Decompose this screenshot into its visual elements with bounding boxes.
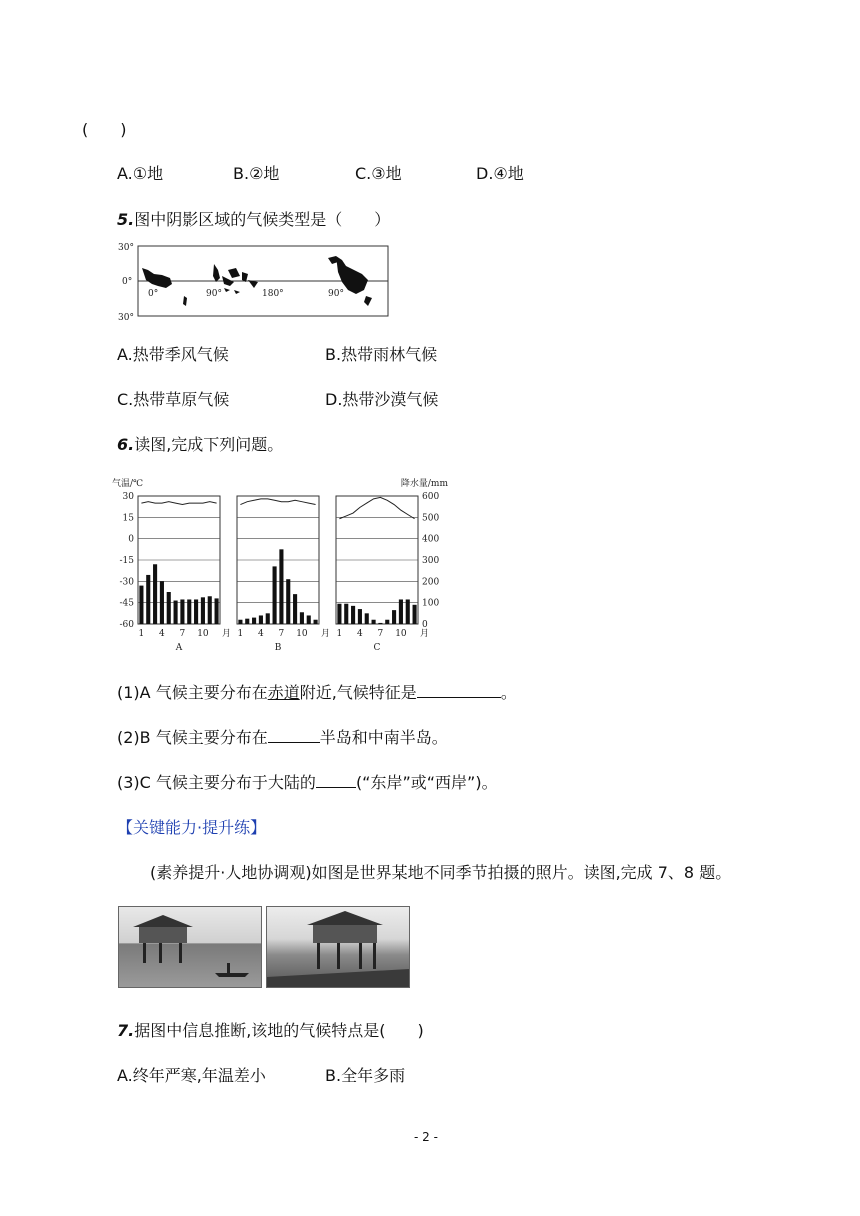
temp-tick-label: -15: [119, 556, 134, 566]
precip-bar: [194, 599, 198, 624]
precip-bar: [153, 564, 157, 624]
q6-sub2-text-b: 半岛和中南半岛。: [319, 728, 448, 747]
temp-tick-label: 15: [122, 513, 134, 524]
q5-number: 5.: [117, 210, 135, 229]
precip-tick-label: 400: [422, 534, 440, 545]
lat-0-label: 0°: [122, 277, 133, 287]
precip-bar: [399, 599, 403, 624]
lon-90e-label: 90°: [206, 289, 222, 299]
precip-axis-label: 降水量/mm: [400, 479, 448, 489]
stilt-house-flooded-illustration: [119, 907, 261, 987]
panel-name-label: B: [274, 643, 282, 653]
month-tick-label: 10: [395, 629, 407, 639]
month-unit-label: 月: [222, 629, 232, 639]
month-unit-label: 月: [420, 629, 430, 639]
month-unit-label: 月: [321, 629, 331, 639]
lon-180-label: 180°: [262, 289, 284, 299]
lon-90w-label: 90°: [328, 289, 344, 299]
precip-bar: [215, 598, 219, 624]
shaded-region-borneo: [228, 268, 240, 278]
precip-bar: [238, 620, 242, 624]
precip-bar: [259, 615, 263, 624]
month-tick-label: 10: [296, 629, 308, 639]
precip-bar: [413, 605, 417, 624]
precip-bar: [378, 623, 382, 624]
shaded-region-brazil-coast: [364, 296, 372, 306]
precip-bar: [372, 620, 376, 624]
precip-bar: [252, 618, 256, 624]
panel-name-label: A: [175, 643, 183, 653]
precip-tick-label: 500: [422, 513, 440, 524]
precip-bar: [174, 601, 178, 624]
temp-tick-label: 30: [122, 492, 134, 502]
lat-30s-label: 30°: [118, 313, 134, 322]
q6-sub1-text-c: 。: [500, 683, 517, 702]
precip-bar: [187, 599, 191, 624]
temp-tick-label: -60: [119, 620, 134, 630]
precip-bar: [245, 619, 249, 624]
q6-sub2-blank[interactable]: [268, 728, 320, 743]
q6-sub3-text-a: (3)C 气候主要分布于大陆的: [117, 773, 316, 792]
precip-bar: [351, 606, 355, 624]
page-number: - 2 -: [414, 1130, 438, 1144]
precip-bar: [279, 549, 283, 624]
precip-bar: [180, 599, 184, 624]
q6-sub3-text-b: (“东岸”或“西岸”)。: [355, 773, 498, 792]
lon-0-label: 0°: [148, 289, 159, 299]
q5-option-d[interactable]: D.热带沙漠气候: [325, 390, 439, 409]
temp-line: [339, 497, 414, 518]
month-tick-label: 1: [138, 629, 145, 639]
precip-bar: [139, 586, 143, 624]
q6-stem: [117, 432, 283, 455]
q5-option-b[interactable]: B.热带雨林气候: [325, 345, 438, 364]
q6-sub1-text-a: (1)A 气候主要分布在: [117, 683, 268, 702]
q5-stem: [117, 207, 390, 230]
q6-sub2-text-a: (2)B 气候主要分布在: [117, 728, 268, 747]
precip-bar: [167, 592, 171, 624]
precip-bar: [337, 604, 341, 624]
q6-stem-text: 读图,完成下列问题。: [134, 435, 284, 454]
q6-sub3-blank[interactable]: [316, 773, 356, 788]
q5-option-c[interactable]: C.热带草原气候: [117, 390, 230, 409]
q4-option-d[interactable]: D.④地: [476, 164, 524, 183]
precip-bar: [392, 610, 396, 624]
q5-world-map: [116, 240, 396, 322]
precip-bar: [406, 599, 410, 624]
precip-tick-label: 0: [422, 620, 428, 630]
precip-bar: [344, 604, 348, 624]
temp-tick-label: 0: [128, 534, 134, 545]
month-tick-label: 4: [357, 629, 363, 639]
precip-bar: [385, 620, 389, 624]
precip-bar: [365, 613, 369, 624]
q6-number: 6.: [117, 435, 135, 454]
climate-charts: [112, 472, 448, 654]
q5-option-a[interactable]: A.热带季风气候: [117, 345, 229, 364]
month-tick-label: 1: [336, 629, 343, 639]
month-tick-label: 1: [237, 629, 244, 639]
temp-line: [240, 499, 315, 505]
precip-bar: [160, 581, 164, 624]
q5-stem-text: 图中阴影区域的气候类型是（ ）: [134, 210, 391, 229]
q6-sub3: [117, 770, 498, 793]
shaded-region-africa: [142, 268, 172, 288]
section-title: 【关键能力·提升练】: [117, 818, 267, 837]
q4-option-b[interactable]: B.②地: [233, 164, 280, 183]
month-tick-label: 7: [377, 629, 384, 639]
photo-dry-season: [266, 906, 410, 988]
precip-tick-label: 300: [422, 556, 440, 566]
q6-sub1: [117, 680, 517, 703]
stilt-house-dry-illustration: [267, 907, 409, 987]
precip-bar: [201, 597, 205, 624]
q7-stem: [117, 1018, 424, 1041]
month-tick-label: 7: [278, 629, 285, 639]
precip-bar: [273, 566, 277, 624]
precip-bar: [208, 596, 212, 624]
q7-number: 7.: [117, 1021, 135, 1040]
temp-tick-label: -30: [119, 577, 134, 588]
month-tick-label: 4: [258, 629, 264, 639]
lat-30n-label: 30°: [118, 243, 134, 253]
precip-bar: [307, 615, 311, 624]
precip-bar: [146, 575, 150, 624]
q6-sub1-blank[interactable]: [417, 683, 501, 698]
q7-stem-text: 据图中信息推断,该地的气候特点是( ): [134, 1021, 424, 1040]
temp-line: [141, 502, 216, 505]
photo-wet-season: [118, 906, 262, 988]
panel-name-label: C: [373, 643, 381, 653]
intro-text: (素养提升·人地协调观)如图是世界某地不同季节拍摄的照片。读图,完成 7、8 题。: [150, 863, 732, 882]
precip-bar: [286, 579, 290, 624]
precip-bar: [358, 609, 362, 624]
precip-bar: [266, 613, 270, 624]
shaded-region-indochina: [213, 264, 220, 282]
month-tick-label: 10: [197, 629, 209, 639]
temp-tick-label: -45: [119, 598, 134, 609]
precip-bar: [300, 612, 304, 624]
precip-bar: [314, 620, 318, 624]
q6-sub1-underlined: 赤道: [267, 683, 300, 702]
precip-bar: [293, 594, 297, 624]
q4-option-c[interactable]: C.③地: [355, 164, 402, 183]
month-tick-label: 4: [159, 629, 165, 639]
q6-sub1-text-b: 附近,气候特征是: [299, 683, 417, 702]
precip-tick-label: 100: [422, 598, 440, 609]
precip-tick-label: 200: [422, 577, 440, 588]
precip-tick-label: 600: [422, 492, 440, 502]
q7-option-b[interactable]: B.全年多雨: [325, 1066, 406, 1085]
month-tick-label: 7: [179, 629, 186, 639]
shaded-region-madagascar: [183, 296, 187, 306]
q7-option-a[interactable]: A.终年严寒,年温差小: [117, 1066, 266, 1085]
shaded-region-small-islands: [224, 288, 240, 294]
q6-sub2: [117, 725, 448, 748]
q4-option-a[interactable]: A.①地: [117, 164, 164, 183]
q4-answer-paren: ( ): [82, 120, 127, 139]
temp-axis-label: 气温/℃: [112, 479, 144, 489]
